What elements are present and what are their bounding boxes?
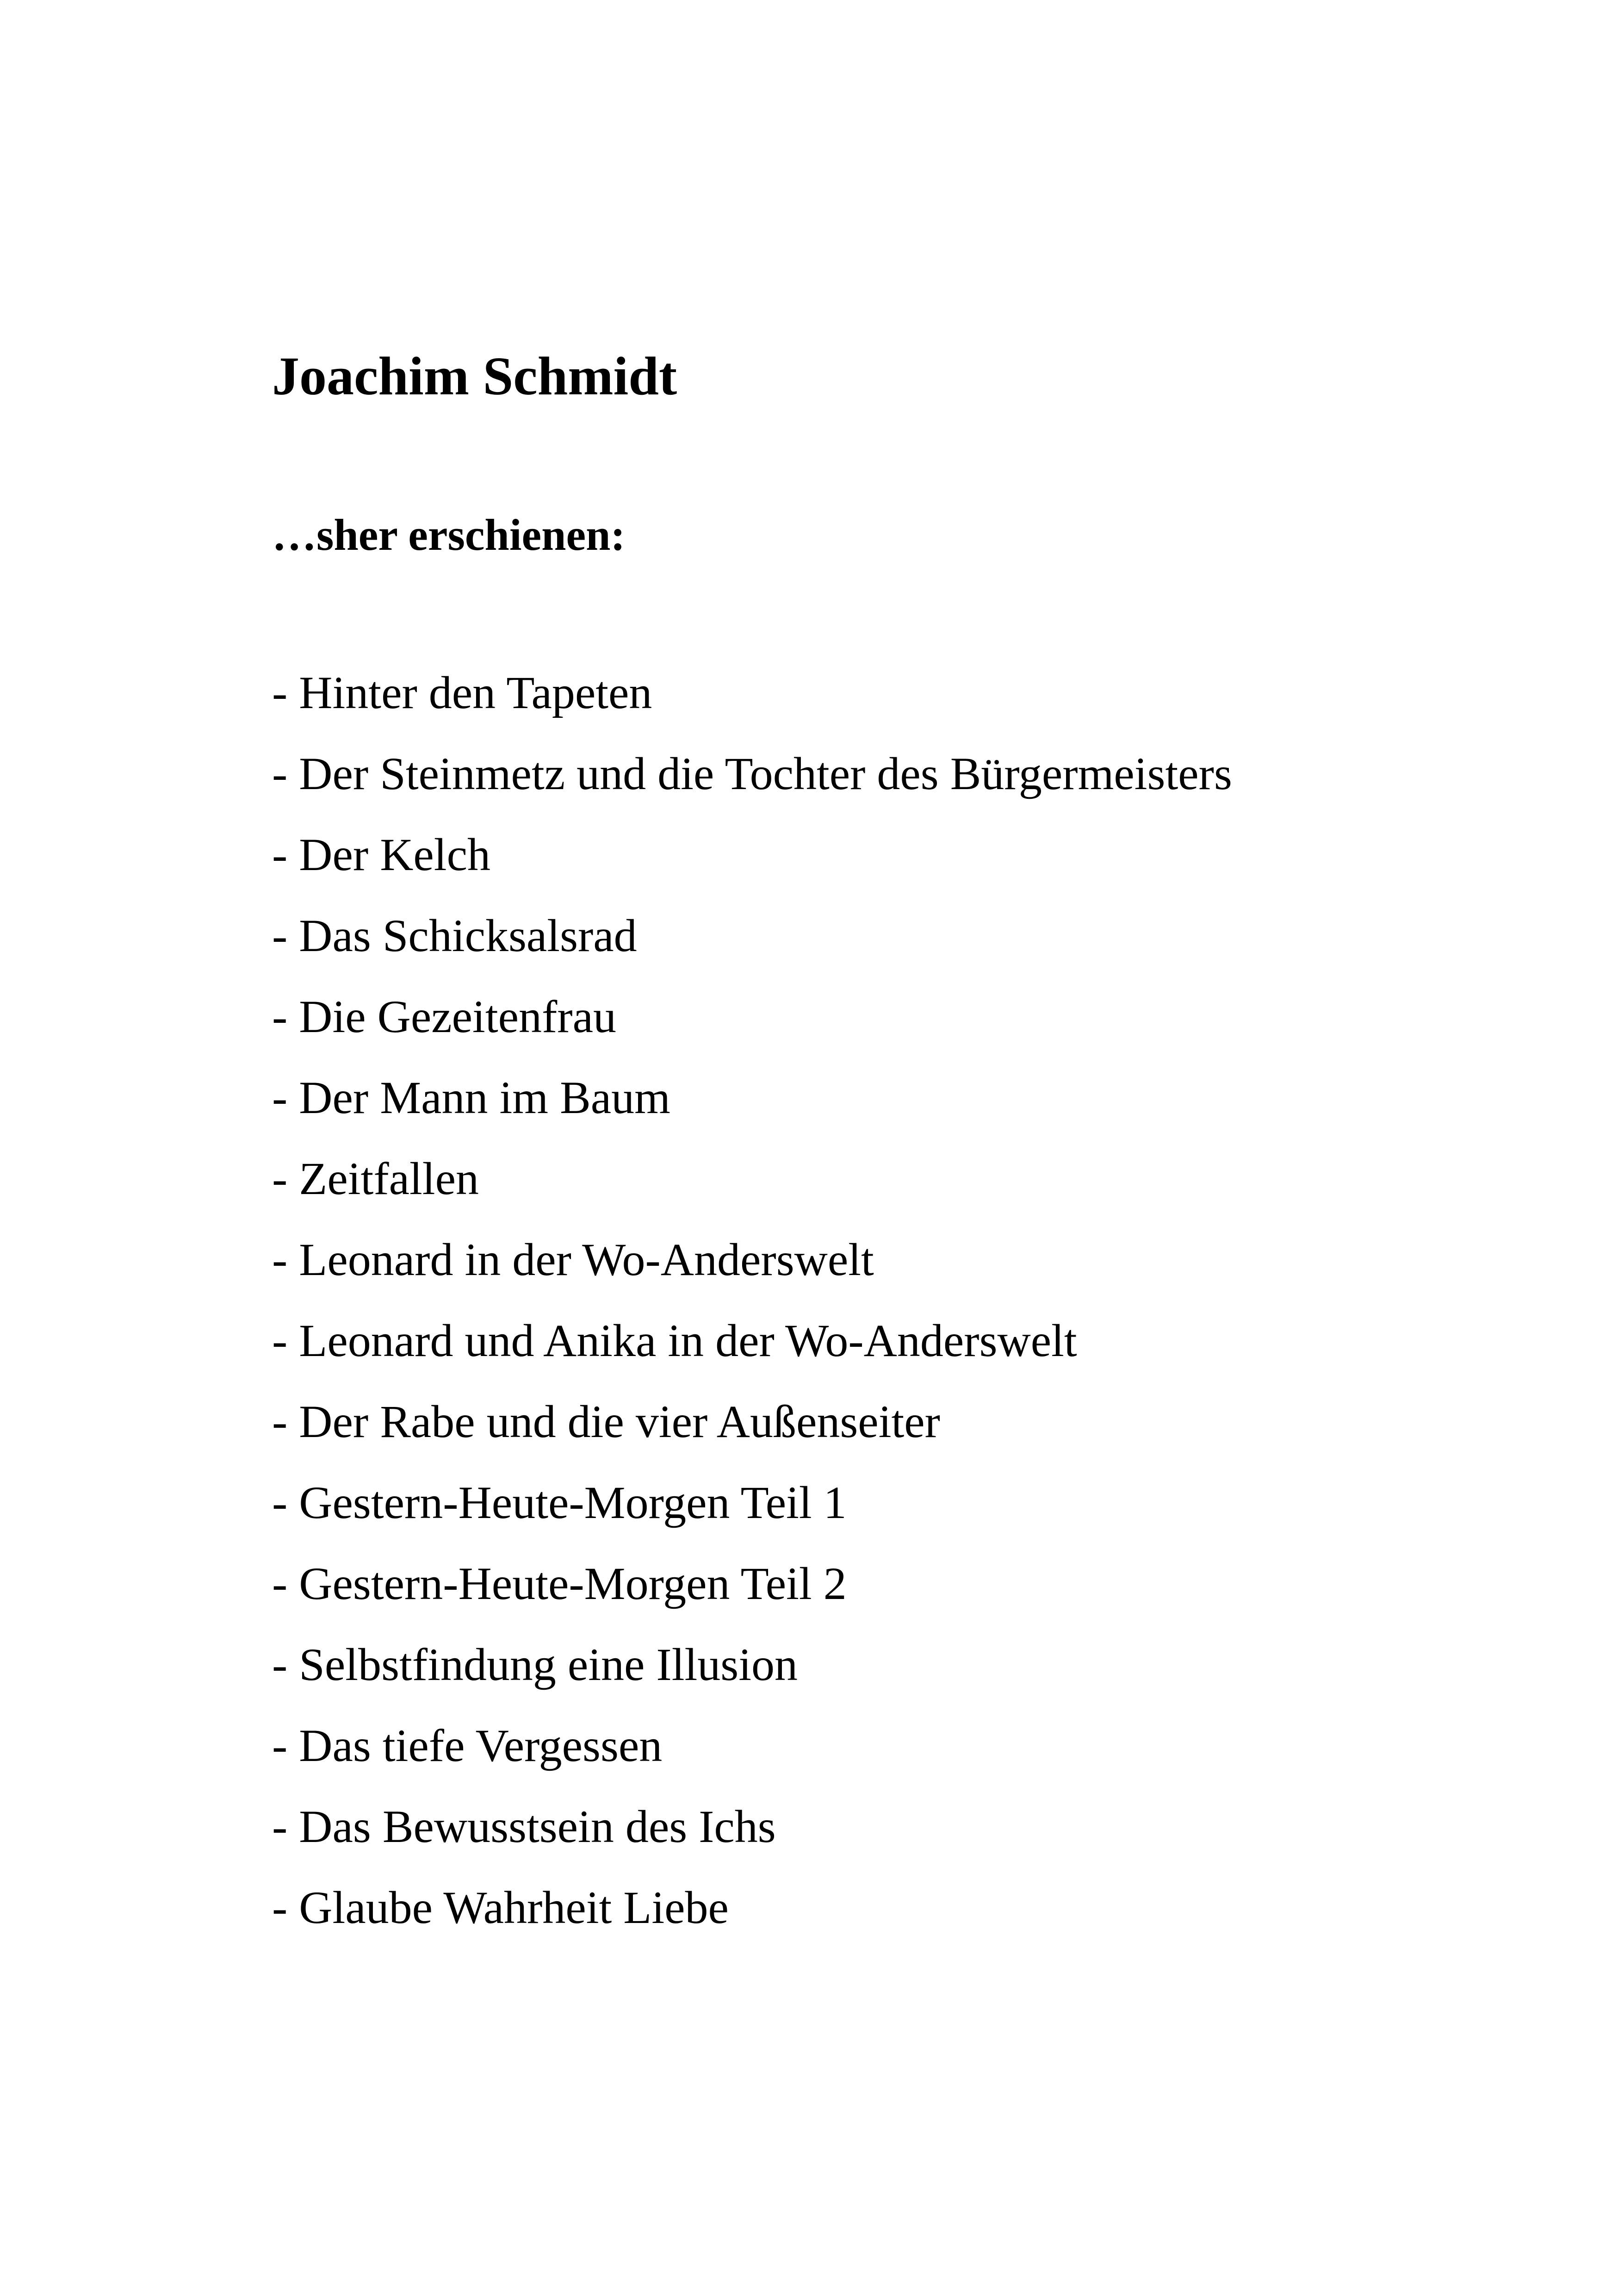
list-item: - Der Kelch	[272, 829, 490, 880]
published-works-list	[272, 665, 1232, 1961]
author-name: Joachim Schmidt	[272, 346, 677, 406]
list-item: - Der Rabe und die vier Außenseiter	[272, 1396, 940, 1447]
list-item: - Gestern-Heute-Morgen Teil 1	[272, 1477, 847, 1528]
list-item: - Leonard in der Wo-Anderswelt	[272, 1234, 874, 1285]
list-item: - Selbstfindung eine Illusion	[272, 1639, 798, 1690]
list-item: - Die Gezeitenfrau	[272, 991, 616, 1042]
list-item: - Hinter den Tapeten	[272, 667, 652, 718]
list-item: - Das tiefe Vergessen	[272, 1720, 663, 1771]
list-item: - Gestern-Heute-Morgen Teil 2	[272, 1558, 847, 1609]
published-works-heading: …sher erschienen:	[272, 510, 626, 560]
list-item: - Glaube Wahrheit Liebe	[272, 1882, 729, 1933]
list-item: - Der Steinmetz und die Tochter des Bürgermeisters	[272, 748, 1232, 799]
list-item: - Zeitfallen	[272, 1153, 479, 1204]
list-item: - Das Bewusstsein des Ichs	[272, 1801, 776, 1852]
list-item: - Das Schicksalsrad	[272, 910, 637, 961]
list-item: - Leonard und Anika in der Wo-Anderswelt	[272, 1315, 1077, 1366]
list-item: - Der Mann im Baum	[272, 1072, 670, 1123]
